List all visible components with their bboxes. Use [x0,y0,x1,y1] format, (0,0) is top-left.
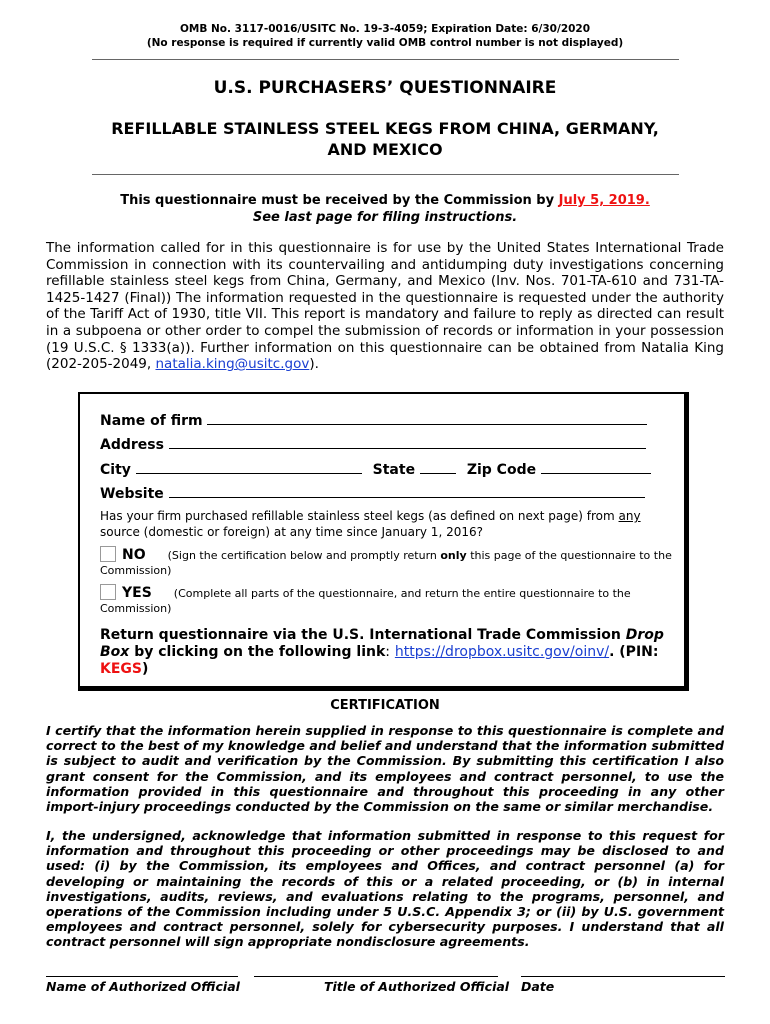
yes-label: YES [122,585,152,601]
state-field[interactable] [420,460,456,474]
omb-line-1: OMB No. 3117-0016/USITC No. 19-3-4059; Expiration Date: 6/30/2020 [179,23,591,35]
return-pin-close: ) [142,661,149,677]
option-yes [100,584,680,616]
date-label: Date [521,979,555,994]
purchase-question [100,508,676,540]
certification-paragraph-2: I, the undersigned, acknowledge that information submitted in response to this request for information and throughout this proceeding or other proceedings may be disclosed to and used: (i) by the Commission, its employees and Offices, and contract personnel (a) for developing or maintaining the records of this or a related proceeding, or (b) in internal investigations, audits, reviews, and evaluations relating to the programs, personnel, and operations of the Commission including under 5 U.S.C. Appendix 3; or (ii) by U.S. government employees and contract personnel, solely for cybersecurity purposes. I understand that all contract personnel will sign appropriate nondisclosure agreements. [46,828,724,950]
official-title-label: Title of Authorized Official [324,979,510,994]
question-text-2: source (domestic or foreign) at any time since January 1, 2016? [100,525,483,539]
contact-email-link[interactable]: natalia.king@usitc.gov [155,356,310,373]
city-label: City [100,462,131,478]
pin-code: KEGS [100,661,142,677]
deadline-text: This questionnaire must be received by the Commission by [120,193,555,208]
intro-text: The information called for in this questionnaire is for use by the United States International Trade Commission in connection with its countervailing and antidumping duty investigations concerning refillable stainless steel kegs from China, Germany, and Mexico (Inv. Nos. 701-TA-610 and 731-TA-1425-1427 (Final)) The information requested in the questionnaire is requested under the authority of the Tariff Act of 1930, title VII. This report is mandatory and failure to reply as directed can result in a subpoena or other order to compel the submission of records or information in your possession (19 U.S.C. § 1333(a)). Further information on this questionnaire can be obtained from Natalia King (202-205-2049, [46,240,724,373]
official-name-label: Name of Authorized Official [46,979,240,994]
city-field[interactable] [136,460,362,474]
no-checkbox[interactable] [100,546,116,562]
address-label: Address [100,437,164,453]
omb-line-2: (No response is required if currently valid OMB control number is not displayed) [146,37,624,49]
return-colon: : [385,644,390,660]
website-label: Website [100,486,164,502]
page-subtitle: REFILLABLE STAINLESS STEEL KEGS FROM CHINA, GERMANY, AND MEXICO [111,119,659,159]
official-name-signature-line[interactable] [46,976,238,977]
header-divider [92,59,679,60]
question-any: any [618,509,641,523]
yes-checkbox[interactable] [100,584,116,600]
address-field[interactable] [169,435,646,449]
yes-instruction: (Complete all parts of the questionnaire, and return the entire questionnaire to the Commission) [100,587,631,615]
zip-label: Zip Code [466,462,537,478]
firm-name-label: Name of firm [100,413,203,429]
option-no [100,546,680,578]
return-dropbox: Drop Box [100,627,664,660]
no-only: only [440,549,467,562]
page-title: U.S. PURCHASERS’ QUESTIONNAIRE [213,78,557,98]
firm-name-field[interactable] [207,411,647,425]
intro-paragraph [46,240,724,373]
no-instruction-2: this page of the questionnaire to the Commission) [100,549,672,577]
date-signature-line[interactable] [521,976,725,977]
filing-instructions-note: See last page for filing instructions. [252,210,518,225]
city-state-zip-row [100,460,651,480]
return-pin-open: . (PIN: [609,644,659,660]
no-label: NO [122,547,146,563]
address-row [100,435,646,455]
deadline-date: July 5, 2019. [558,193,650,208]
certification-heading: CERTIFICATION [330,698,440,713]
return-text-1: Return questionnaire via the U.S. International Trade Commission [100,627,621,643]
return-instructions [100,627,670,678]
title-divider [92,174,679,175]
deadline-notice [0,192,770,226]
return-text-2: by clicking on the following link [134,644,386,660]
state-label: State [372,462,416,478]
dropbox-link[interactable]: https://dropbox.usitc.gov/oinv/ [394,644,610,660]
firm-name-row [100,411,647,431]
certification-paragraph-1: I certify that the information herein supplied in response to this questionnaire is complete and correct to the best of my knowledge and belief and understand that the information submitted is subject to audit and verification by the Commission. By submitting this certification I also grant consent for the Commission, and its employees and contract personnel, to use the information provided in this questionnaire and throughout this proceeding in any other import-injury proceedings conducted by the Commission on the same or similar merchandise. [46,723,724,815]
official-title-signature-line[interactable] [254,976,498,977]
zip-field[interactable] [541,460,651,474]
website-row [100,484,645,504]
website-field[interactable] [169,484,645,498]
no-instruction-1: (Sign the certification below and promptly return [167,549,437,562]
omb-header [0,22,770,50]
question-text-1: Has your firm purchased refillable stainless steel kegs (as defined on next page) from [100,509,615,523]
intro-end: ). [309,356,319,373]
